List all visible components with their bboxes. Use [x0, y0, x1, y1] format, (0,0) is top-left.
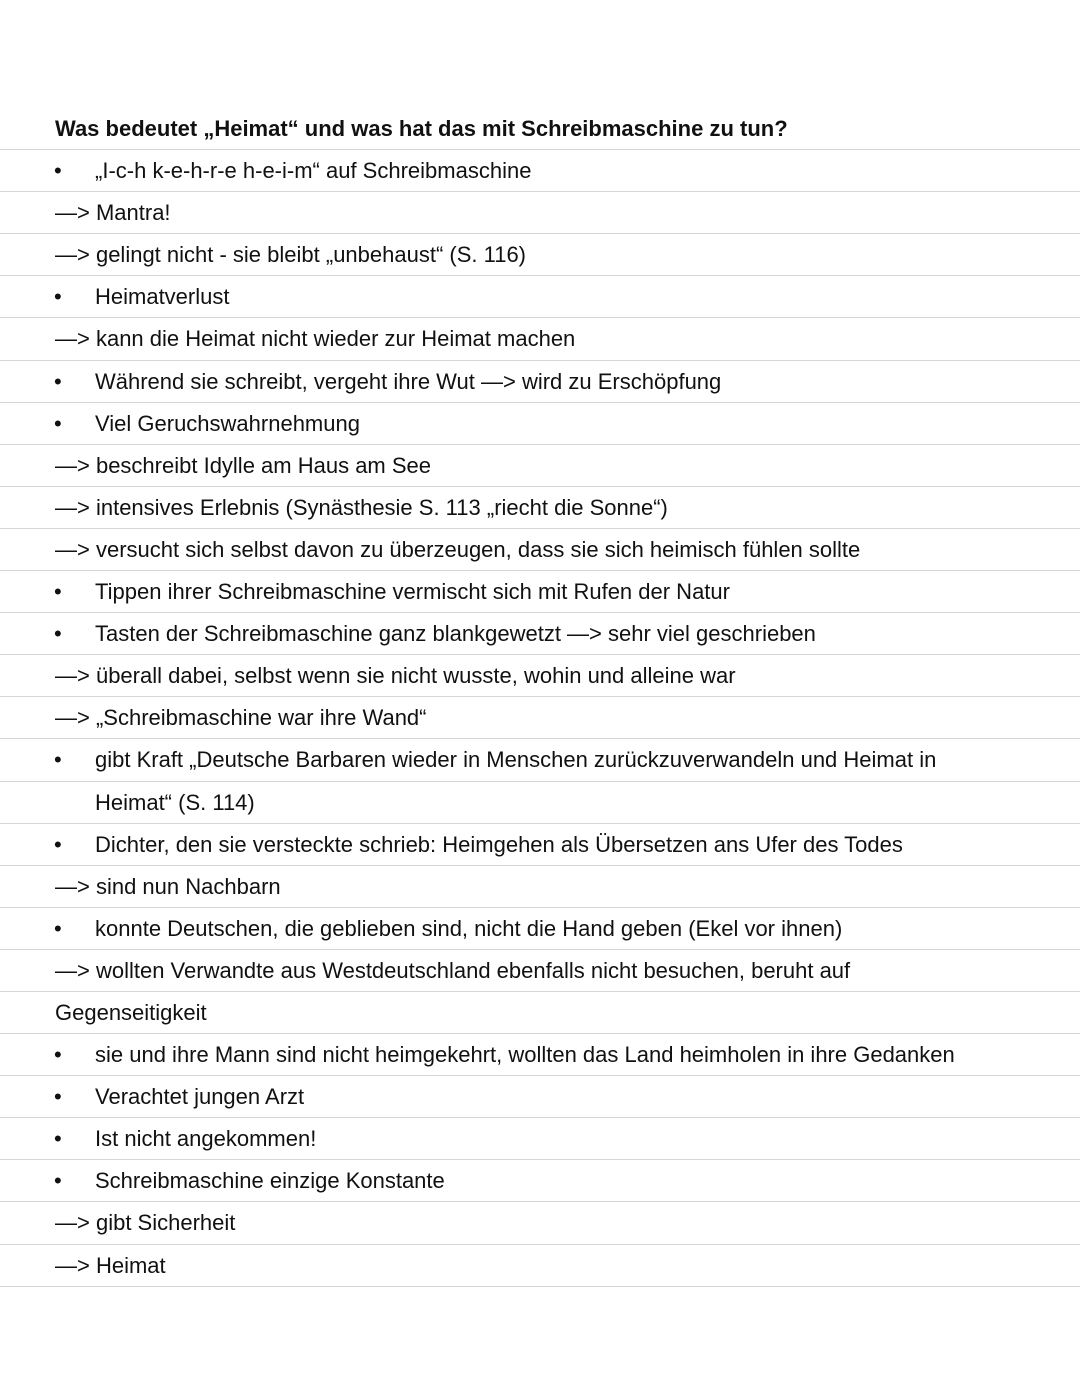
bullet-icon: • — [54, 1126, 62, 1152]
bullet-item — [0, 1034, 1080, 1076]
line-text: —> gibt Sicherheit — [55, 1210, 236, 1236]
line-text: —> „Schreibmaschine war ihre Wand“ — [55, 705, 427, 731]
bullet-item — [0, 403, 1080, 445]
document-title-line — [0, 108, 1080, 150]
line-text: Tippen ihrer Schreibmaschine vermischt sich mit Rufen der Natur — [95, 579, 730, 605]
line-text: —> Heimat — [55, 1252, 166, 1278]
note-line — [0, 992, 1080, 1034]
bullet-icon: • — [54, 621, 62, 647]
note-line — [0, 950, 1080, 992]
line-text: —> versucht sich selbst davon zu überzeugen, dass sie sich heimisch fühlen sollte — [55, 536, 861, 562]
bullet-item — [0, 739, 1080, 781]
note-line — [0, 529, 1080, 571]
line-text: —> gelingt nicht - sie bleibt „unbehaust“ (S. 116) — [55, 242, 527, 268]
bullet-icon: • — [54, 1168, 62, 1194]
note-line — [0, 445, 1080, 487]
note-line — [0, 697, 1080, 739]
document-title: Was bedeutet „Heimat“ und was hat das mit Schreibmaschine zu tun? — [55, 116, 788, 141]
line-text: —> intensives Erlebnis (Synästhesie S. 113 „riecht die Sonne“) — [55, 494, 668, 520]
line-text: Ist nicht angekommen! — [95, 1126, 317, 1152]
bullet-item — [0, 1118, 1080, 1160]
bullet-item — [0, 1160, 1080, 1202]
line-text: Während sie schreibt, vergeht ihre Wut —> wird zu Erschöpfung — [95, 368, 722, 394]
bullet-item — [0, 613, 1080, 655]
note-line — [0, 866, 1080, 908]
bullet-icon: • — [54, 831, 62, 857]
bullet-icon: • — [54, 1084, 62, 1110]
line-text: Verachtet jungen Arzt — [95, 1084, 305, 1110]
note-line — [0, 782, 1080, 824]
bullet-icon: • — [54, 158, 62, 184]
line-text: gibt Kraft „Deutsche Barbaren wieder in Menschen zurückzuverwandeln und Heimat in — [95, 747, 937, 773]
line-text: konnte Deutschen, die geblieben sind, nicht die Hand geben (Ekel vor ihnen) — [95, 915, 843, 941]
bullet-item — [0, 361, 1080, 403]
line-text: Schreibmaschine einzige Konstante — [95, 1168, 445, 1194]
bullet-item — [0, 150, 1080, 192]
notes-page — [0, 108, 1080, 1287]
bullet-icon: • — [54, 1042, 62, 1068]
bullet-item — [0, 824, 1080, 866]
line-text: „I-c-h k-e-h-r-e h-e-i-m“ auf Schreibmaschine — [95, 158, 532, 184]
line-text: —> überall dabei, selbst wenn sie nicht wusste, wohin und alleine war — [55, 663, 736, 689]
line-text: Heimatverlust — [95, 284, 230, 310]
bullet-icon: • — [54, 284, 62, 310]
bullet-item — [0, 908, 1080, 950]
line-text: —> Mantra! — [55, 200, 171, 226]
bullet-item — [0, 276, 1080, 318]
line-text: sie und ihre Mann sind nicht heimgekehrt, wollten das Land heimholen in ihre Gedanken — [95, 1042, 955, 1068]
bullet-icon: • — [54, 747, 62, 773]
note-line — [0, 487, 1080, 529]
line-text: Gegenseitigkeit — [55, 999, 207, 1025]
bullet-icon: • — [54, 579, 62, 605]
note-line — [0, 318, 1080, 360]
line-text: —> sind nun Nachbarn — [55, 873, 281, 899]
bullet-item — [0, 1076, 1080, 1118]
bullet-icon: • — [54, 410, 62, 436]
bullet-item — [0, 571, 1080, 613]
line-text: Dichter, den sie versteckte schrieb: Heimgehen als Übersetzen ans Ufer des Todes — [95, 831, 903, 857]
note-line — [0, 655, 1080, 697]
line-text: —> kann die Heimat nicht wieder zur Heimat machen — [55, 326, 576, 352]
line-text: Tasten der Schreibmaschine ganz blankgewetzt —> sehr viel geschrieben — [95, 621, 816, 647]
note-line — [0, 192, 1080, 234]
note-line — [0, 234, 1080, 276]
bullet-icon: • — [54, 368, 62, 394]
note-line — [0, 1245, 1080, 1287]
bullet-icon: • — [54, 915, 62, 941]
line-text: —> beschreibt Idylle am Haus am See — [55, 452, 432, 478]
note-line — [0, 1202, 1080, 1244]
line-text: —> wollten Verwandte aus Westdeutschland ebenfalls nicht besuchen, beruht auf — [55, 957, 851, 983]
notes-list — [0, 150, 1080, 1287]
line-text: Heimat“ (S. 114) — [95, 789, 255, 815]
line-text: Viel Geruchswahrnehmung — [95, 410, 360, 436]
